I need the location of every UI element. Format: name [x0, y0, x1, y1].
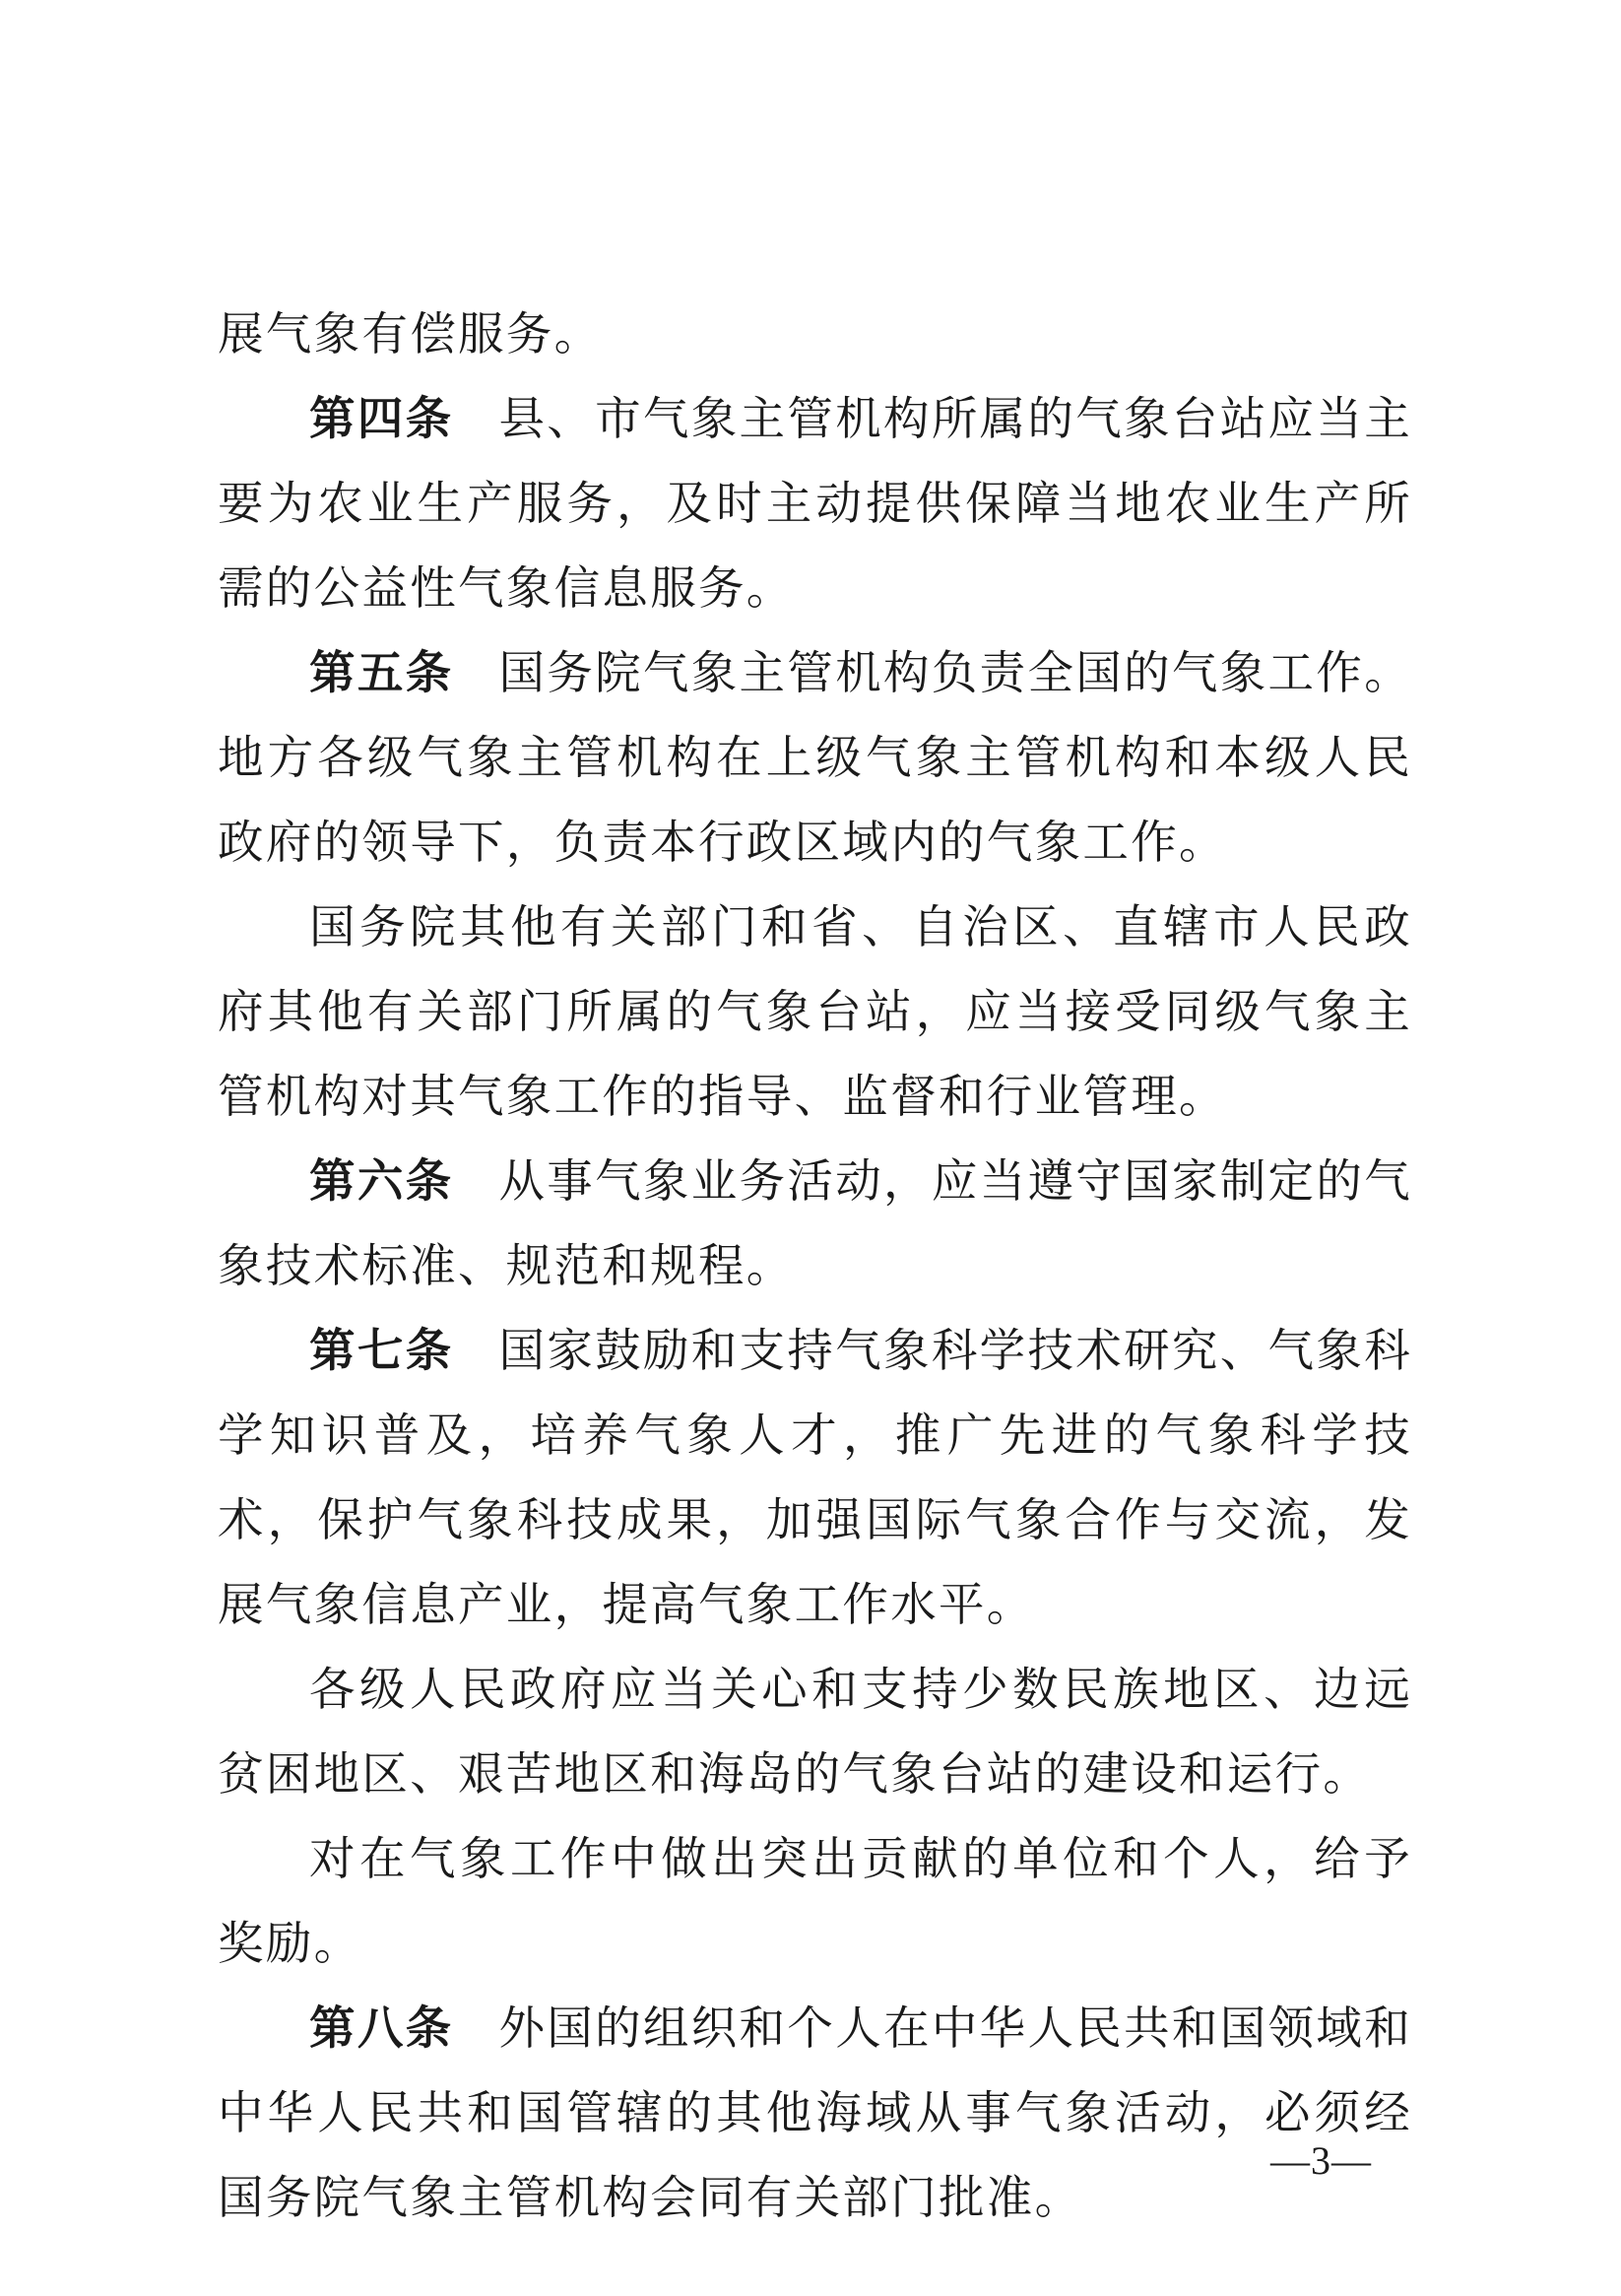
paragraph-text: 外国的组织和个人在中华人民共和国领域和中华人民共和国管辖的其他海域从事气象活动，必须经国务院气象主管机构会同有关部门批准。: [218, 2001, 1412, 2224]
article-4: [218, 376, 1412, 630]
paragraph-text: 县、市气象主管机构所属的气象台站应当主要为农业生产服务，及时主动提供保障当地农业生产所需的公益性气象信息服务。: [218, 392, 1412, 615]
paragraph-text: 展气象有偿服务。: [218, 307, 603, 361]
paragraph-continuation: [218, 292, 1412, 376]
paragraph-text: 国务院气象主管机构负责全国的气象工作。地方各级气象主管机构在上级气象主管机构和本级人民政府的领导下，负责本行政区域内的气象工作。: [218, 646, 1412, 869]
article-number: 第五条: [309, 646, 454, 699]
body-text: [218, 292, 1412, 2240]
article-number: 第七条: [309, 1324, 454, 1377]
article-5-paragraph-2: [218, 885, 1412, 1139]
paragraph-text: 国务院其他有关部门和省、自治区、直辖市人民政府其他有关部门所属的气象台站，应当接受同级气象主管机构对其气象工作的指导、监督和行业管理。: [218, 900, 1412, 1123]
paragraph-text: 对在气象工作中做出突出贡献的单位和个人，给予奖励。: [218, 1832, 1412, 1970]
article-number: 第四条: [309, 392, 454, 445]
article-6: [218, 1139, 1412, 1308]
article-5: [218, 630, 1412, 885]
article-number: 第六条: [309, 1154, 454, 1208]
paragraph-text: 从事气象业务活动，应当遵守国家制定的气象技术标准、规范和规程。: [218, 1154, 1412, 1292]
paragraph-text: 各级人民政府应当关心和支持少数民族地区、边远贫困地区、艰苦地区和海岛的气象台站的建设和运行。: [218, 1663, 1412, 1801]
paragraph-text: 国家鼓励和支持气象科学技术研究、气象科学知识普及，培养气象人才，推广先进的气象科学技术，保护气象科技成果，加强国际气象合作与交流，发展气象信息产业，提高气象工作水平。: [218, 1324, 1412, 1631]
article-7: [218, 1308, 1412, 1647]
page-number: —3—: [1270, 2138, 1372, 2183]
article-7-paragraph-3: [218, 1816, 1412, 1986]
article-7-paragraph-2: [218, 1647, 1412, 1816]
article-8: [218, 1986, 1412, 2240]
article-number: 第八条: [309, 2001, 454, 2055]
